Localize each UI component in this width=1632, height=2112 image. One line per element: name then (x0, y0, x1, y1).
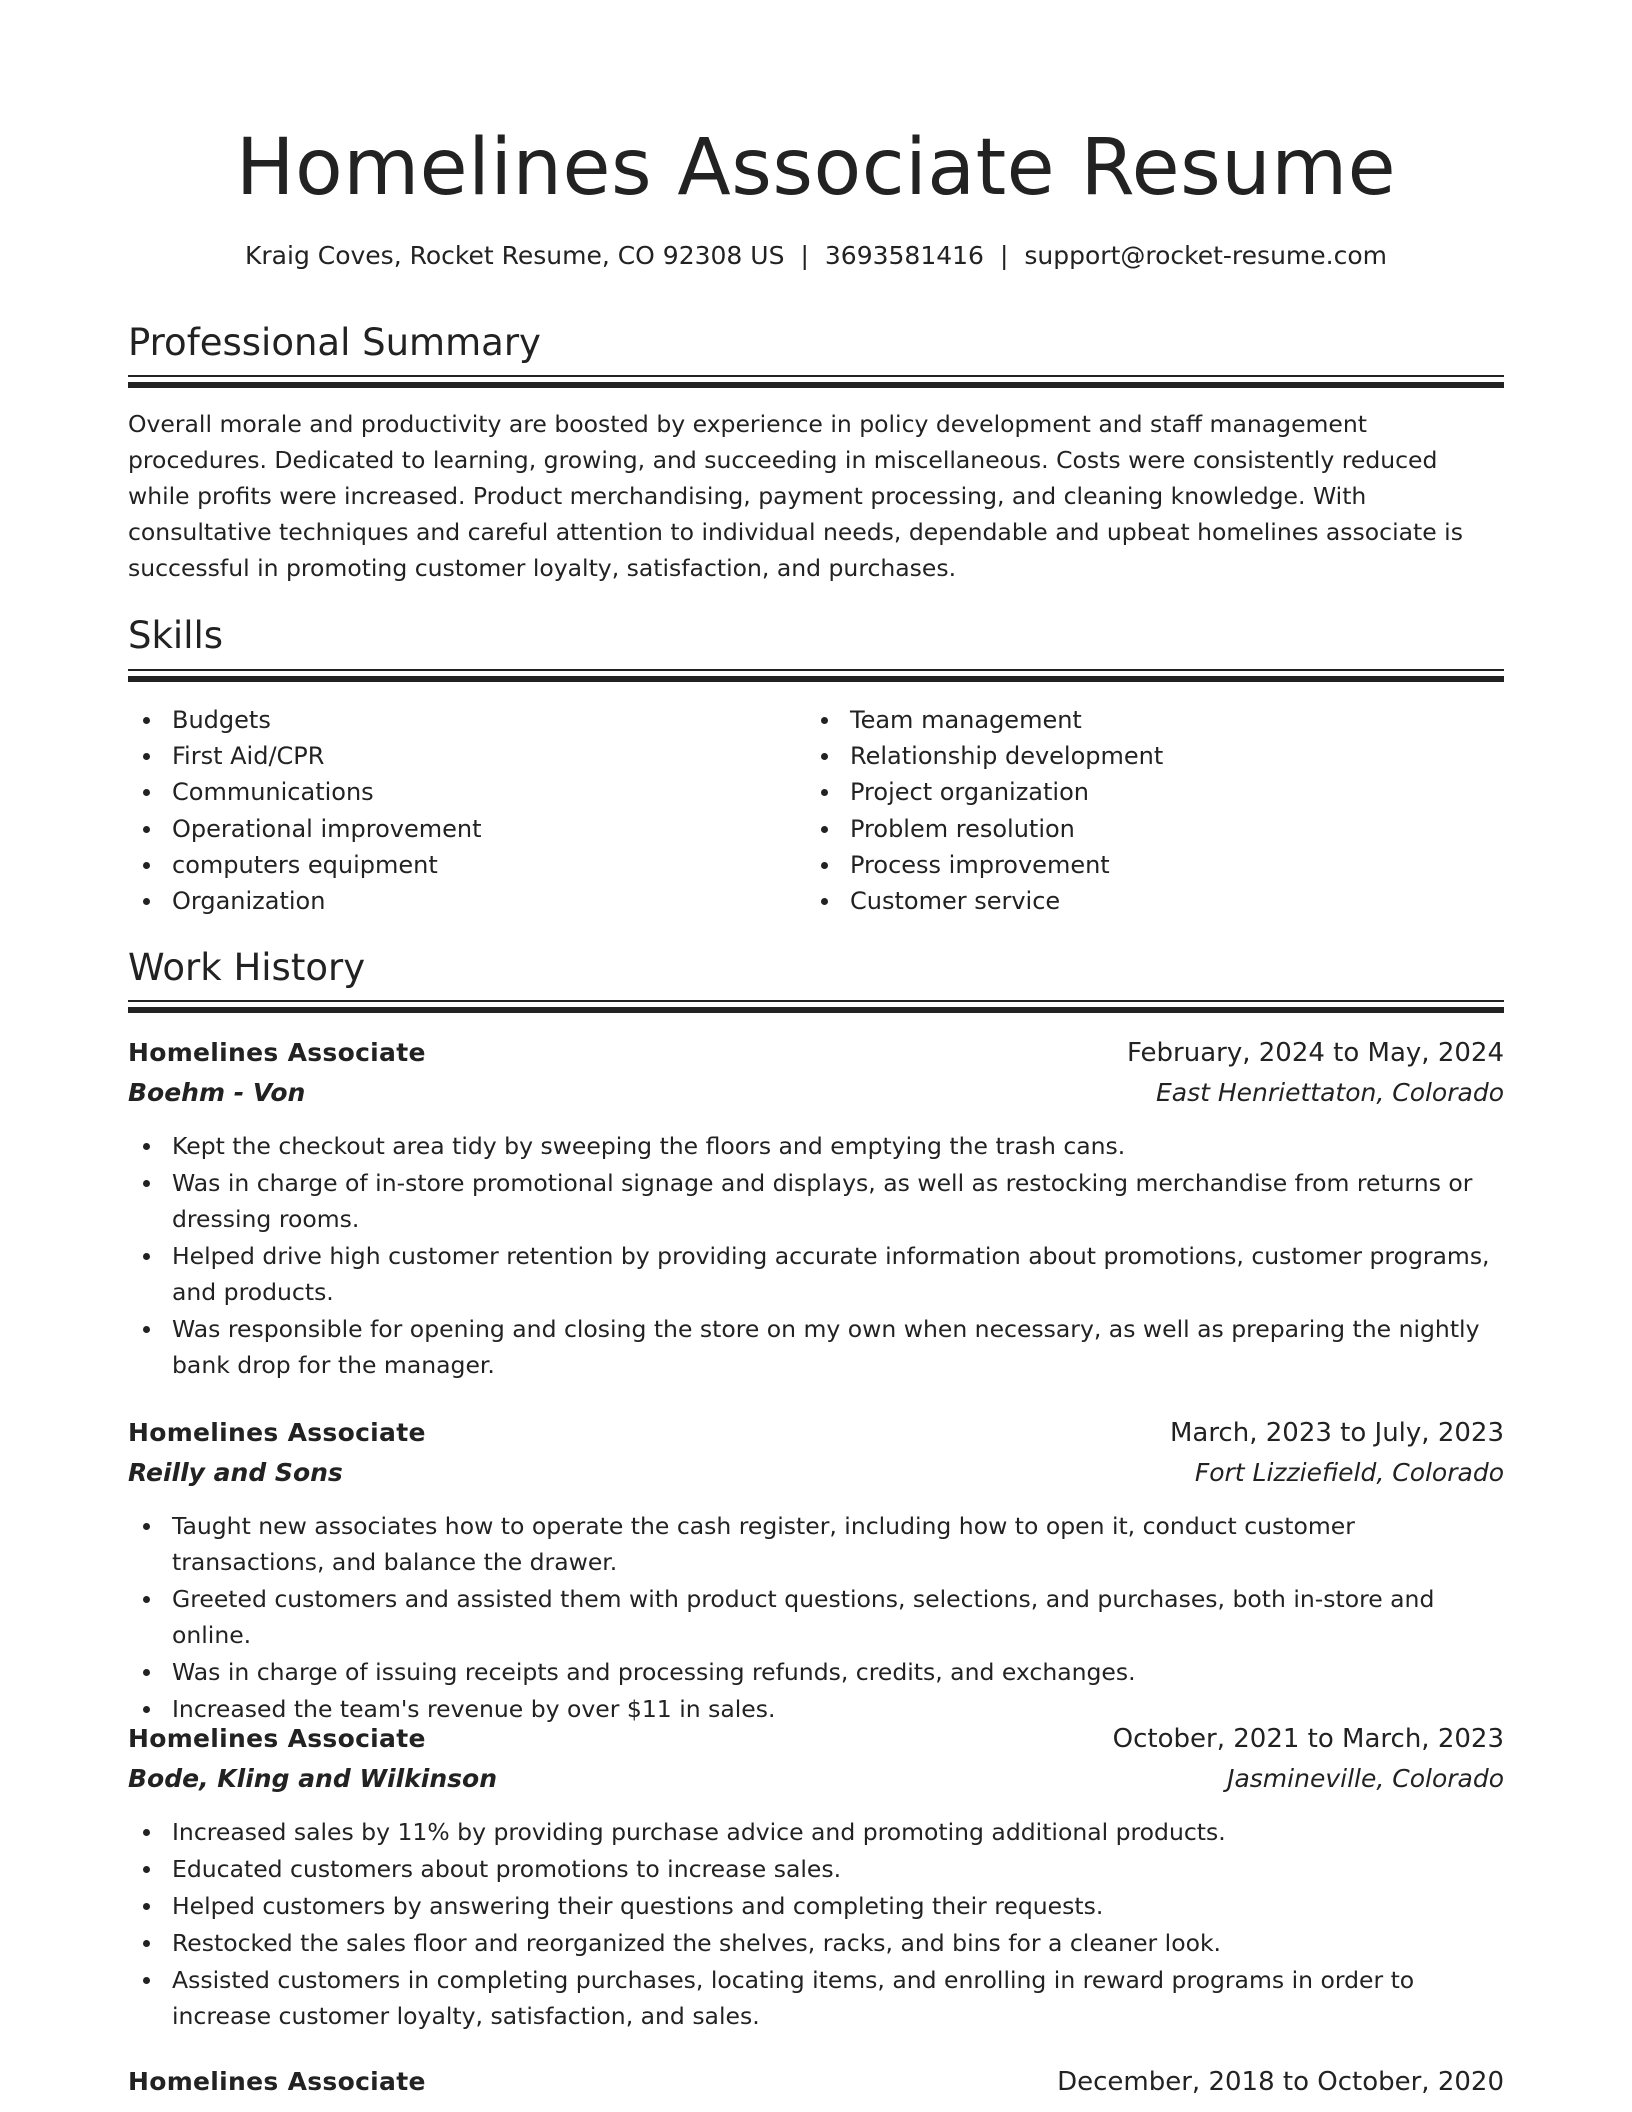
contact-separator: | (800, 241, 809, 270)
list-item: Helped drive high customer retention by providing accurate information about promotions, customer programs, and products. (128, 1238, 1504, 1310)
job-bullets (128, 1508, 1504, 1728)
resume-title: Homelines Associate Resume (235, 123, 1397, 213)
skills-list-right (806, 702, 1504, 919)
skills-list-left (128, 702, 788, 919)
job-title: Homelines Associate (128, 1724, 426, 1753)
job-company: Bode, Kling and Wilkinson (128, 1764, 498, 1793)
list-item: Taught new associates how to operate the cash register, including how to open it, conduct customer transactions, and balance the drawer. (128, 1508, 1504, 1580)
job-company: Reilly and Sons (128, 1458, 343, 1487)
job-header (128, 2063, 1504, 2107)
job-bullets (128, 1128, 1504, 1384)
list-item: Assisted customers in completing purchases, locating items, and enrolling in reward programs in order to increase customer loyalty, satisfaction, and sales. (128, 1962, 1504, 2034)
list-item: Was in charge of issuing receipts and processing refunds, credits, and exchanges. (128, 1654, 1504, 1690)
job-title: Homelines Associate (128, 1038, 426, 1067)
list-item: Greeted customers and assisted them with product questions, selections, and purchases, both in-store and online. (128, 1581, 1504, 1653)
list-item: Educated customers about promotions to increase sales. (128, 1851, 1504, 1887)
contact-email[interactable]: support@rocket-resume.com (1024, 241, 1387, 270)
skill-item: Customer service (806, 883, 1504, 919)
skill-item: Problem resolution (806, 811, 1504, 847)
job-bullets (128, 1814, 1504, 2035)
skill-item: Budgets (128, 702, 788, 738)
job-dates: February, 2024 to May, 2024 (1127, 1038, 1504, 1068)
job-dates: October, 2021 to March, 2023 (1112, 1724, 1504, 1754)
summary-text: Overall morale and productivity are boosted by experience in policy development and staff management procedures. Dedicated to learning, growing, and succeeding in miscellaneous. Costs were consistently reduced while profits were increased. Product merchandising, payment processing, and cleaning knowledge. With consultative techniques and careful attention to individual needs, dependable and upbeat homelines associate is successful in promoting customer loyalty, satisfaction, and purchases. (128, 410, 1463, 582)
list-item: Kept the checkout area tidy by sweeping the floors and emptying the trash cans. (128, 1128, 1504, 1164)
contact-address: Kraig Coves, Rocket Resume, CO 92308 US (245, 241, 785, 270)
contact-line (128, 238, 1504, 274)
skill-item: Relationship development (806, 738, 1504, 774)
skill-item: Process improvement (806, 847, 1504, 883)
section-heading-skills: Skills (128, 614, 224, 657)
section-heading-summary: Professional Summary (128, 321, 541, 364)
job-dates: December, 2018 to October, 2020 (1057, 2067, 1504, 2097)
list-item: Increased the team's revenue by over $11 in sales. (128, 1691, 1504, 1727)
skill-item: Team management (806, 702, 1504, 738)
job-location: East Henriettaton, Colorado (1155, 1078, 1504, 1107)
job-header (128, 1720, 1504, 1800)
job-company: Boehm - Von (128, 1078, 306, 1107)
contact-phone: 3693581416 (824, 241, 984, 270)
skill-item: Communications (128, 774, 788, 810)
job-title: Homelines Associate (128, 2067, 426, 2096)
skill-item: First Aid/CPR (128, 738, 788, 774)
job-title: Homelines Associate (128, 1418, 426, 1447)
section-divider (128, 375, 1504, 389)
skill-item: Operational improvement (128, 811, 788, 847)
skill-item: Project organization (806, 774, 1504, 810)
list-item: Was in charge of in-store promotional signage and displays, as well as restocking merchandise from returns or dressing rooms. (128, 1165, 1504, 1237)
job-location: Fort Lizziefield, Colorado (1194, 1458, 1504, 1487)
contact-separator: | (999, 241, 1009, 270)
list-item: Was responsible for opening and closing the store on my own when necessary, as well as preparing the nightly bank drop for the manager. (128, 1311, 1504, 1383)
section-heading-work-history: Work History (128, 946, 366, 989)
section-divider (128, 669, 1504, 683)
list-item: Increased sales by 11% by providing purchase advice and promoting additional products. (128, 1814, 1504, 1850)
skill-item: Organization (128, 883, 788, 919)
section-divider (128, 1000, 1504, 1014)
list-item: Restocked the sales floor and reorganized the shelves, racks, and bins for a cleaner look. (128, 1925, 1504, 1961)
job-location: Jasmineville, Colorado (1227, 1764, 1504, 1793)
job-dates: March, 2023 to July, 2023 (1169, 1418, 1504, 1448)
list-item: Helped customers by answering their questions and completing their requests. (128, 1888, 1504, 1924)
job-header (128, 1414, 1504, 1494)
skill-item: computers equipment (128, 847, 788, 883)
job-header (128, 1034, 1504, 1114)
